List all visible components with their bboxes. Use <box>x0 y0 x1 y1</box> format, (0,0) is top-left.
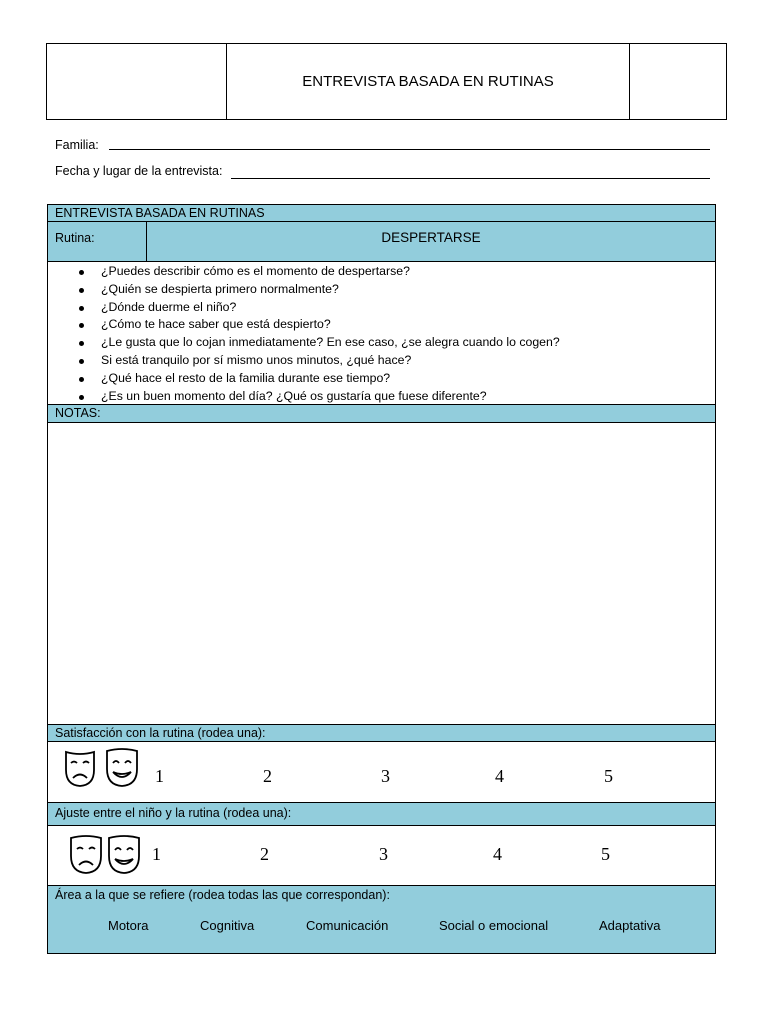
sad-mask-icon <box>69 835 103 875</box>
satisfaction-option-4[interactable]: 4 <box>495 766 504 786</box>
happy-mask-icon <box>107 835 141 875</box>
area-section <box>48 886 715 953</box>
area-option-social-emocional[interactable]: Social o emocional <box>439 918 549 933</box>
section-title <box>48 205 715 222</box>
area-option-motora[interactable]: Motora <box>108 918 149 933</box>
fecha-label: Fecha y lugar de la entrevista: <box>55 164 223 178</box>
familia-field <box>55 138 715 154</box>
routine-label: Rutina: <box>55 231 95 245</box>
area-option-comunicacion[interactable]: Comunicación <box>306 918 389 933</box>
question-item: ¿Qué hace el resto de la familia durante ese tiempo? <box>78 370 560 388</box>
question-item: ¿Cómo te hace saber que está despierto? <box>78 316 560 334</box>
question-item: ¿Quién se despierta primero normalmente? <box>78 281 560 299</box>
fit-option-3[interactable]: 3 <box>379 844 388 864</box>
header-right-cell <box>630 44 726 119</box>
document-title: ENTREVISTA BASADA EN RUTINAS <box>227 44 630 119</box>
notes-header <box>48 405 715 423</box>
question-item: Si está tranquilo por sí mismo unos minutos, ¿qué hace? <box>78 352 560 370</box>
question-item: ¿Le gusta que lo cojan inmediatamente? En ese caso, ¿se alegra cuando lo cogen? <box>78 334 560 352</box>
fit-scale-row <box>48 826 715 886</box>
familia-label: Familia: <box>55 138 99 152</box>
area-option-cognitiva[interactable]: Cognitiva <box>200 918 255 933</box>
satisfaction-scale-row <box>48 742 715 803</box>
fit-option-2[interactable]: 2 <box>260 844 269 864</box>
notes-label: NOTAS: <box>55 406 101 420</box>
satisfaction-header <box>48 725 715 742</box>
document-header <box>46 43 727 120</box>
notes-area[interactable] <box>48 423 715 725</box>
routine-value: DESPERTARSE <box>381 230 481 245</box>
question-item: ¿Dónde duerme el niño? <box>78 299 560 317</box>
routine-row <box>48 222 715 262</box>
question-item: ¿Es un buen momento del día? ¿Qué os gustaría que fuese diferente? <box>78 388 560 406</box>
questions-list <box>78 263 560 405</box>
area-label: Área a la que se refiere (rodea todas las que correspondan): <box>55 888 390 902</box>
section-title-text: ENTREVISTA BASADA EN RUTINAS <box>55 206 265 220</box>
fit-header <box>48 803 715 826</box>
sad-mask-icon <box>64 750 96 788</box>
satisfaction-option-1[interactable]: 1 <box>155 766 164 786</box>
satisfaction-label: Satisfacción con la rutina (rodea una): <box>55 726 266 740</box>
fit-option-1[interactable]: 1 <box>152 844 161 864</box>
familia-input-line[interactable] <box>109 149 710 150</box>
satisfaction-option-2[interactable]: 2 <box>263 766 272 786</box>
question-item: ¿Puedes describir cómo es el momento de despertarse? <box>78 263 560 281</box>
header-left-cell <box>47 44 227 119</box>
satisfaction-option-5[interactable]: 5 <box>604 766 613 786</box>
area-option-adaptativa[interactable]: Adaptativa <box>599 918 661 933</box>
satisfaction-option-3[interactable]: 3 <box>381 766 390 786</box>
fit-option-5[interactable]: 5 <box>601 844 610 864</box>
questions-section <box>48 262 715 405</box>
fit-option-4[interactable]: 4 <box>493 844 502 864</box>
fecha-input-line[interactable] <box>231 178 710 179</box>
fit-label: Ajuste entre el niño y la rutina (rodea una): <box>55 806 292 820</box>
fecha-field <box>55 164 715 180</box>
routine-interview-form <box>47 204 716 954</box>
happy-mask-icon <box>105 748 139 788</box>
